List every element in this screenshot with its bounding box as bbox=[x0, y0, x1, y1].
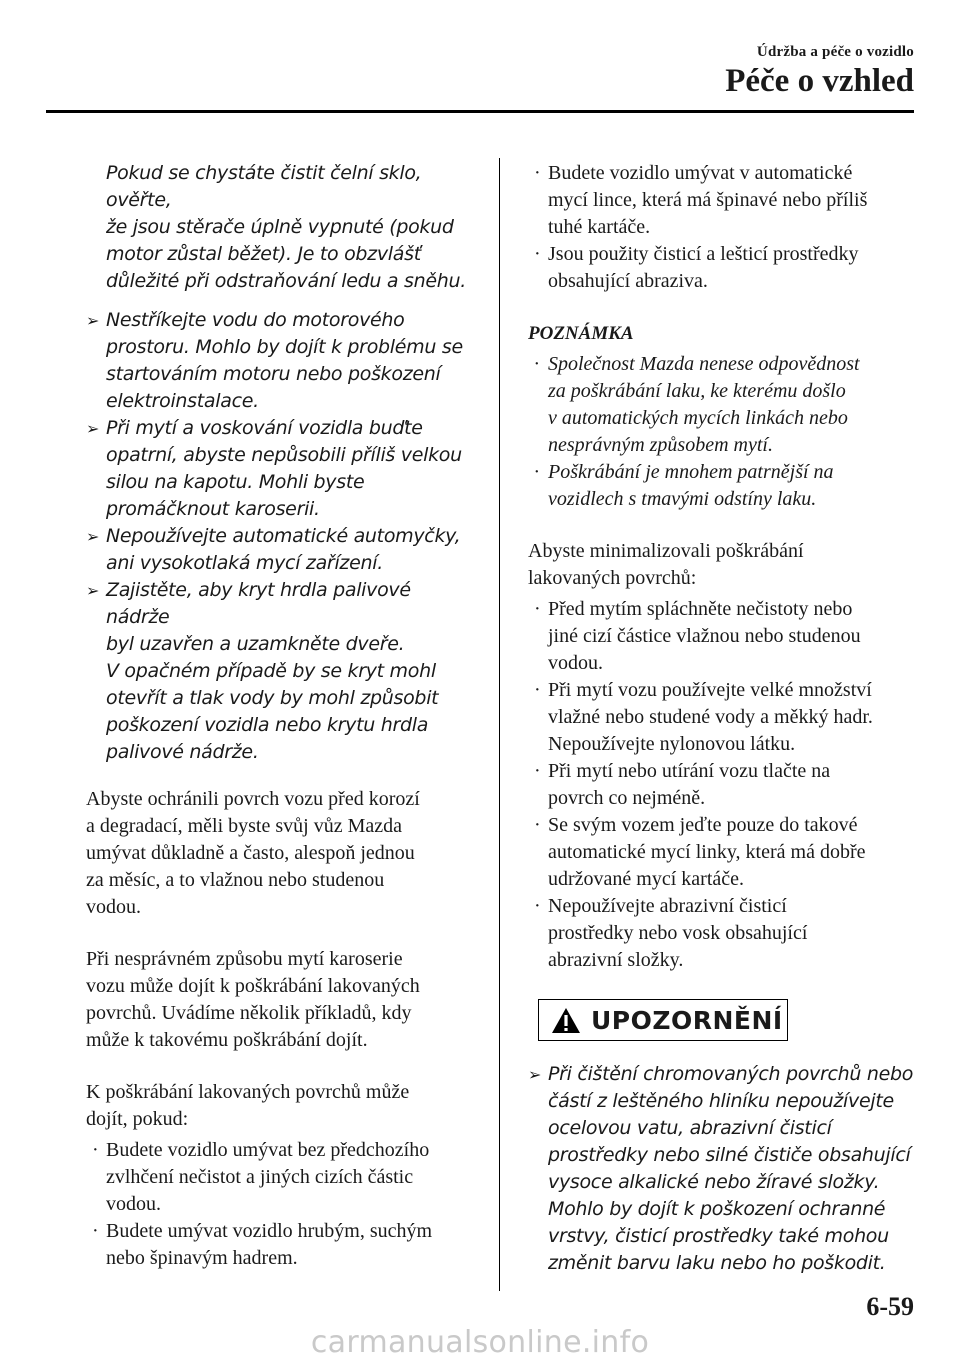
text-line: Jsou použity čisticí a lešticí prostředky bbox=[548, 243, 859, 265]
warning-line: otevřít a tlak vody by mohl způsobit bbox=[106, 687, 439, 709]
text-line: vozidlech s tmavými odstíny laku. bbox=[548, 488, 817, 510]
text-line: jiné cizí částice vlažnou nebo studenou bbox=[548, 625, 861, 647]
body-paragraph bbox=[528, 538, 920, 592]
text-line: Budete vozidlo umývat v automatické bbox=[548, 162, 853, 184]
caution-line: Mohlo by dojít k poškození ochranné bbox=[548, 1198, 886, 1220]
body-paragraph bbox=[86, 946, 476, 1054]
text-line: povrch co nejméně. bbox=[548, 787, 706, 809]
warning-line: palivové nádrže. bbox=[106, 741, 259, 763]
warning-line: promáčknout karoserii. bbox=[106, 498, 320, 520]
text-line: nebo špinavým hadrem. bbox=[106, 1247, 298, 1269]
warning-line: opatrní, abyste nepůsobili příliš velkou bbox=[106, 444, 462, 466]
text-line: Se svým vozem jeďte pouze do takové bbox=[548, 814, 858, 836]
list-item bbox=[528, 893, 920, 974]
text-line: K poškrábání lakovaných povrchů může bbox=[86, 1081, 410, 1103]
bullet-dot-icon: · bbox=[534, 679, 541, 701]
caution-line: vrstvy, čisticí prostředky také mohou bbox=[548, 1225, 889, 1247]
warning-line: byl uzavřen a uzamkněte dveře. bbox=[106, 633, 405, 655]
warning-line: elektroinstalace. bbox=[106, 390, 259, 412]
bullet-dot-icon: · bbox=[534, 243, 541, 265]
body-paragraph bbox=[86, 786, 476, 921]
body-paragraph bbox=[86, 1079, 476, 1133]
warning-line: Pokud se chystáte čistit čelní sklo, ověřte, bbox=[106, 162, 422, 211]
text-line: a degradací, měli byste svůj vůz Mazda bbox=[86, 815, 402, 837]
note-title: POZNÁMKA bbox=[528, 323, 634, 344]
text-line: Nepoužívejte nylonovou látku. bbox=[548, 733, 796, 755]
text-line: umývat důkladně a často, alespoň jednou bbox=[86, 842, 415, 864]
header-rule bbox=[46, 110, 914, 113]
bullet-dot-icon: · bbox=[534, 760, 541, 782]
watermark: carmanualsonline.info bbox=[310, 1325, 650, 1360]
arrow-bullet-icon: ➢ bbox=[86, 419, 100, 438]
text-line: za poškrábání laku, ke kterému došlo bbox=[548, 380, 846, 402]
caution-line: ocelovou vatu, abrazivní čisticí bbox=[548, 1117, 832, 1139]
text-line: tuhé kartáče. bbox=[548, 216, 651, 238]
page-number: 6-59 bbox=[866, 1292, 914, 1321]
caution-line: částí z leštěného hliníku nepoužívejte bbox=[548, 1090, 894, 1112]
warning-item bbox=[86, 523, 476, 577]
bullet-dot-icon: · bbox=[534, 895, 541, 917]
text-line: Abyste ochránili povrch vozu před korozí bbox=[86, 788, 420, 810]
text-line: vodou. bbox=[106, 1193, 161, 1215]
caution-line: prostředky nebo silné čističe obsahující bbox=[548, 1144, 911, 1166]
warning-item bbox=[86, 577, 476, 766]
bullet-dot-icon: · bbox=[534, 162, 541, 184]
caution-title: UPOZORNĚNÍ bbox=[591, 1005, 783, 1035]
warning-line: V opačném případě by se kryt mohl bbox=[106, 660, 436, 682]
text-line: zvlhčení nečistot a jiných cizích částic bbox=[106, 1166, 414, 1188]
caution-box bbox=[538, 999, 788, 1041]
text-line: prostředky nebo vosk obsahující bbox=[548, 922, 808, 944]
warning-line: Nepoužívejte automatické automyčky, bbox=[106, 525, 461, 547]
list-item bbox=[528, 241, 920, 295]
warning-continuation bbox=[86, 160, 476, 295]
text-line: vodou. bbox=[86, 896, 141, 918]
list-item bbox=[528, 677, 920, 758]
bullet-list bbox=[528, 160, 920, 295]
section-title: Péče o vzhled bbox=[725, 63, 914, 99]
bullet-dot-icon: · bbox=[534, 353, 539, 375]
text-line: Nepoužívejte abrazivní čisticí bbox=[548, 895, 787, 917]
warning-line: poškození vozidla nebo krytu hrdla bbox=[106, 714, 429, 736]
text-line: Budete umývat vozidlo hrubým, suchým bbox=[106, 1220, 433, 1242]
caution-item bbox=[528, 1061, 920, 1277]
bullet-list bbox=[528, 596, 920, 974]
left-column bbox=[86, 160, 476, 1297]
text-line: automatické mycí linky, která má dobře bbox=[548, 841, 866, 863]
text-line: abrazivní složky. bbox=[548, 949, 684, 971]
bullet-dot-icon: · bbox=[92, 1139, 99, 1161]
warning-item bbox=[86, 415, 476, 523]
text-line: obsahující abraziva. bbox=[548, 270, 708, 292]
bullet-dot-icon: · bbox=[92, 1220, 99, 1242]
text-line: lakovaných povrchů: bbox=[528, 567, 697, 589]
text-line: Poškrábání je mnohem patrnější na bbox=[548, 461, 834, 483]
arrow-bullet-icon: ➢ bbox=[86, 311, 100, 330]
arrow-bullet-icon: ➢ bbox=[86, 581, 100, 600]
list-item bbox=[528, 596, 920, 677]
text-line: povrchů. Uvádíme několik příkladů, kdy bbox=[86, 1002, 412, 1024]
warning-line: důležité při odstraňování ledu a sněhu. bbox=[106, 270, 466, 292]
warning-line: Při mytí a voskování vozidla buďte bbox=[106, 417, 423, 439]
text-line: Při nesprávném způsobu mytí karoserie bbox=[86, 948, 403, 970]
warning-line: startováním motoru nebo poškození bbox=[106, 363, 441, 385]
list-item bbox=[86, 1137, 476, 1218]
text-line: nesprávným způsobem mytí. bbox=[548, 434, 773, 456]
list-item bbox=[528, 160, 920, 241]
text-line: Společnost Mazda nenese odpovědnost bbox=[548, 353, 860, 375]
list-item bbox=[528, 812, 920, 893]
text-line: vodou. bbox=[548, 652, 603, 674]
warning-line: motor zůstal běžet). Je to obzvlášť bbox=[106, 243, 421, 265]
column-divider bbox=[499, 158, 500, 1291]
text-line: mycí lince, která má špinavé nebo příliš bbox=[548, 189, 868, 211]
text-line: Při mytí vozu používejte velké množství bbox=[548, 679, 872, 701]
warning-item bbox=[86, 307, 476, 415]
text-line: Budete vozidlo umývat bez předchozího bbox=[106, 1139, 430, 1161]
warning-line: Zajistěte, aby kryt hrdla palivové nádrže bbox=[106, 579, 411, 628]
note-list bbox=[528, 351, 920, 513]
text-line: Abyste minimalizovali poškrábání bbox=[528, 540, 804, 562]
arrow-bullet-icon: ➢ bbox=[528, 1065, 542, 1084]
list-item bbox=[86, 1218, 476, 1272]
bullet-dot-icon: · bbox=[534, 461, 539, 483]
text-line: Při mytí nebo utírání vozu tlačte na bbox=[548, 760, 831, 782]
list-item bbox=[528, 351, 920, 459]
text-line: vlažné nebo studené vody a měkký hadr. bbox=[548, 706, 873, 728]
text-line: Před mytím spláchněte nečistoty nebo bbox=[548, 598, 853, 620]
warning-line: silou na kapotu. Mohli byste bbox=[106, 471, 365, 493]
list-item bbox=[528, 459, 920, 513]
caution-line: změnit barvu laku nebo ho poškodit. bbox=[548, 1252, 886, 1274]
warning-line: ani vysokotlaká mycí zařízení. bbox=[106, 552, 383, 574]
list-item bbox=[528, 758, 920, 812]
bullet-dot-icon: · bbox=[534, 814, 541, 836]
bullet-list bbox=[86, 1137, 476, 1272]
chapter-title: Údržba a péče o vozidlo bbox=[756, 44, 914, 60]
text-line: vozu může dojít k poškrábání lakovaných bbox=[86, 975, 420, 997]
right-column bbox=[528, 160, 920, 1277]
warning-triangle-icon bbox=[551, 1007, 581, 1034]
text-line: v automatických mycích linkách nebo bbox=[548, 407, 848, 429]
caution-line: Při čištění chromovaných povrchů nebo bbox=[548, 1063, 914, 1085]
caution-line: vysoce alkalické nebo žíravé složky. bbox=[548, 1171, 880, 1193]
bullet-dot-icon: · bbox=[534, 598, 541, 620]
text-line: za měsíc, a to vlažnou nebo studenou bbox=[86, 869, 385, 891]
text-line: může k takovému poškrábání dojít. bbox=[86, 1029, 368, 1051]
warning-line: Nestříkejte vodu do motorového bbox=[106, 309, 405, 331]
text-line: udržované mycí kartáče. bbox=[548, 868, 745, 890]
text-line: dojít, pokud: bbox=[86, 1108, 189, 1130]
page-header bbox=[725, 44, 914, 100]
arrow-bullet-icon: ➢ bbox=[86, 527, 100, 546]
warning-line: prostoru. Mohlo by dojít k problému se bbox=[106, 336, 463, 358]
warning-line: že jsou stěrače úplně vypnuté (pokud bbox=[106, 216, 454, 238]
